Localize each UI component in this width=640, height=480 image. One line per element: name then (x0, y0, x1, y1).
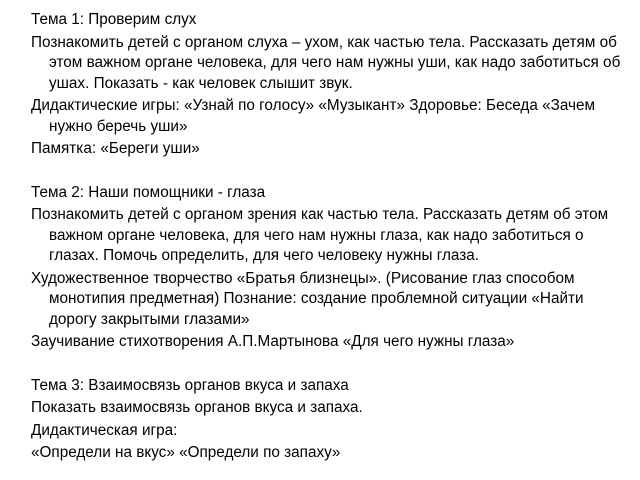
topic-1-memo: Памятка: «Береги уши» (31, 140, 200, 157)
topic-3-description: Показать взаимосвязь органов вкуса и запаха. (31, 399, 363, 416)
topic-2-description: Познакомить детей с органом зрения как частью тела. Рассказать детям об этом важном органе человека, для чего нам нужны глаза, как надо заботиться о глазах. Помочь определить, для чего человеку нужны глаза. (31, 206, 609, 264)
topic-1-description: Познакомить детей с органом слуха – ухом, как частью тела. Рассказать детям об этом важном органе человека, для чего нам нужны уши, как надо заботиться об ушах. Показать - как человек слышит звук. (31, 33, 621, 92)
topic-2-art-activity: Художественное творчество «Братья близнецы». (Рисование глаз способом монотипия предметная) Познание: создание проблемной ситуации «Найти дорогу закрытыми глазами» (31, 269, 584, 328)
topic-1-heading: Тема 1: Проверим слух (31, 11, 197, 28)
topic-3-games: «Определи на вкус» «Определи по запаху» (31, 444, 341, 461)
topic-3-game-label: Дидактическая игра: (31, 421, 178, 439)
blank-line (31, 162, 624, 183)
topic-2-heading: Тема 2: Наши помощники - глаза (31, 183, 266, 201)
blank-line (31, 355, 624, 376)
topic-3-heading: Тема 3: Взаимосвязь органов вкуса и запаха (31, 376, 349, 394)
topic-1-games: Дидактические игры: «Узнай по голосу» «Музыкант» Здоровье: Беседа «Зачем нужно беречь уши» (31, 97, 595, 135)
topic-2-poem: Заучивание стихотворения А.П.Мартынова «Для чего нужны глаза» (31, 333, 515, 350)
